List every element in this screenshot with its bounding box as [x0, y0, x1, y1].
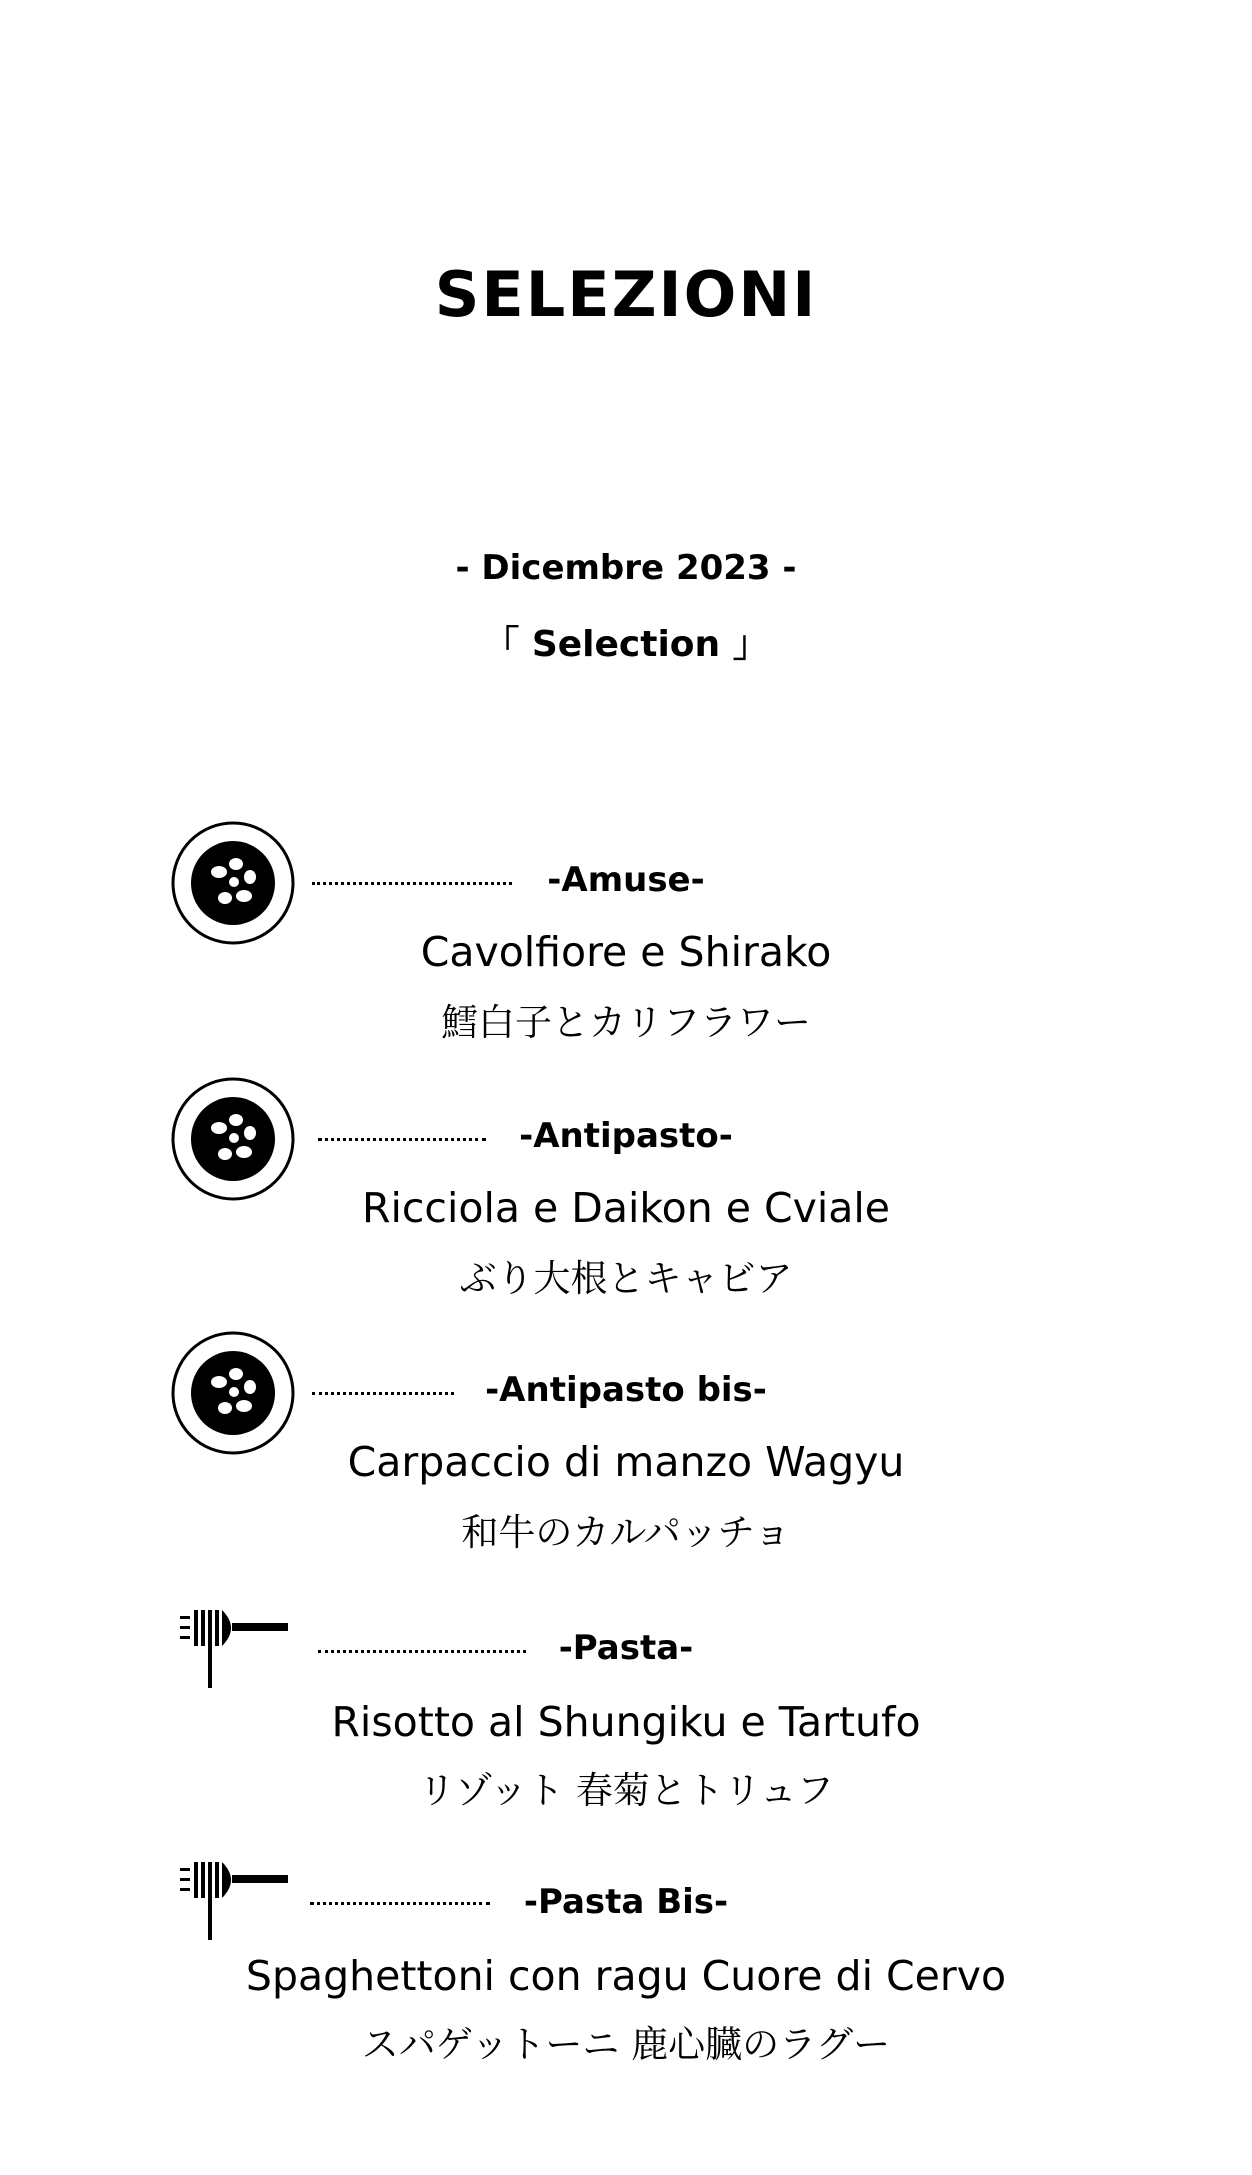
dish-name-italian: Cavolfiore e Shirako: [420, 928, 832, 976]
course-antipasto: [0, 1076, 1252, 1306]
dish-name-italian: Ricciola e Daikon e Cviale: [362, 1184, 890, 1232]
menu-subtitle: 「 Selection 」: [483, 624, 769, 665]
dish-name-italian: Risotto al Shungiku e Tartufo: [331, 1698, 921, 1746]
dish-name-japanese: リゾット 春菊とトリュフ: [418, 1769, 834, 1812]
dish-name-japanese: ぶり大根とキャビア: [459, 1257, 793, 1300]
page-title: SELEZIONI: [434, 258, 818, 331]
course-label: -Pasta Bis-: [523, 1882, 729, 1922]
course-label: -Antipasto bis-: [485, 1370, 767, 1410]
course-amuse: [0, 820, 1252, 1050]
course-pasta-bis: [0, 1852, 1252, 2082]
dish-name-italian: Spaghettoni con ragu Cuore di Cervo: [245, 1952, 1007, 2000]
course-label: -Antipasto-: [519, 1116, 733, 1156]
course-antipasto-bis: [0, 1330, 1252, 1560]
dish-name-japanese: 鱈白子とカリフラワー: [441, 1001, 811, 1044]
dish-name-italian: Carpaccio di manzo Wagyu: [347, 1438, 905, 1486]
dish-name-japanese: スパゲットーニ 鹿心臓のラグー: [361, 2023, 891, 2066]
menu-date: - Dicembre 2023 -: [455, 548, 797, 588]
course-label: -Amuse-: [547, 860, 705, 900]
dish-name-japanese: 和牛のカルパッチョ: [461, 1511, 791, 1554]
course-pasta: [0, 1600, 1252, 1830]
course-label: -Pasta-: [558, 1628, 694, 1668]
